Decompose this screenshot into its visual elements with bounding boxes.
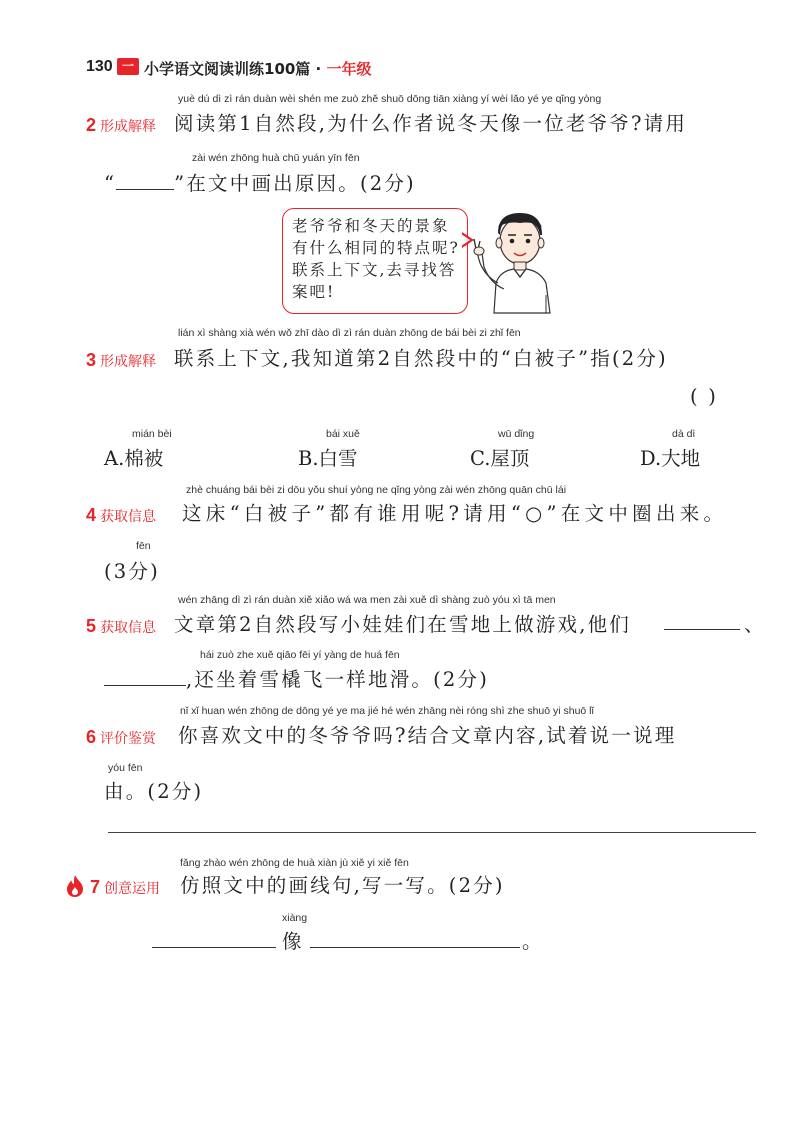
q3-number: 3 xyxy=(86,350,97,370)
q3-pinyin-line1: lián xì shàng xià wén wǒ zhī dào dì zì rán duàn zhōng de bái bèi zi zhǐ fēn xyxy=(178,327,521,339)
q2-label xyxy=(86,115,156,136)
grade-label: 一年级 xyxy=(326,60,372,78)
q4-number: 4 xyxy=(86,505,97,525)
q2-pinyin-line2: zài wén zhōng huà chū yuán yīn fēn xyxy=(192,152,360,164)
q2-skill: 形成解释 xyxy=(100,119,157,135)
q3-option-b-pinyin: bái xuě xyxy=(326,428,360,440)
q5-label xyxy=(86,616,156,637)
q7-pinyin-line2: xiàng xyxy=(282,912,308,924)
q2-quote-open: “ xyxy=(104,172,117,195)
q4-text-line2: (3分) xyxy=(104,560,160,583)
q6-text-line2: 由。(2分) xyxy=(104,780,204,803)
q7-skill: 创意运用 xyxy=(104,881,161,897)
q7-blank-1[interactable] xyxy=(152,929,276,952)
q2-blank[interactable] xyxy=(116,171,174,190)
q5-blank-2[interactable] xyxy=(104,667,186,690)
q6-skill: 评价鉴赏 xyxy=(100,731,157,747)
q7-xiang: 像 xyxy=(282,930,304,953)
q3-answer-paren[interactable]: ( ) xyxy=(690,385,719,408)
q2-text-line1: 阅读第1自然段,为什么作者说冬天像一位老爷爷?请用 xyxy=(174,112,688,135)
q7-blank-2[interactable] xyxy=(310,929,520,952)
q3-option-d-pinyin: dà dì xyxy=(672,428,696,440)
fire-icon xyxy=(64,874,86,898)
q4-label xyxy=(86,505,156,526)
q5-number: 5 xyxy=(86,616,97,636)
q2-pinyin-line1: yuè dú dì zì rán duàn wèi shén me zuò zhě shuō dōng tiān xiàng yí wèi lǎo yé ye qǐng yòng xyxy=(178,93,602,105)
q7-period: 。 xyxy=(522,930,544,953)
q6-label xyxy=(86,727,156,748)
q5-text-line1: 文章第2自然段写小娃娃们在雪地上做游戏,他们 xyxy=(174,613,632,636)
q6-text-line1: 你喜欢文中的冬爷爷吗?结合文章内容,试着说一说理 xyxy=(178,724,677,747)
q4-pinyin-line2: fēn xyxy=(136,540,151,552)
title-separator: · xyxy=(315,60,322,78)
q3-option-a-pinyin: mián bèi xyxy=(132,428,172,440)
q7-number: 7 xyxy=(90,877,101,897)
q2-number: 2 xyxy=(86,115,97,135)
q6-pinyin-line1: nǐ xǐ huan wén zhōng de dōng yé ye ma jié hé wén zhāng nèi róng shì zhe shuō yi shuō lǐ xyxy=(180,705,594,717)
q3-label xyxy=(86,350,156,371)
book-title-text: 小学语文阅读训练100篇 xyxy=(144,60,311,78)
q4-skill: 获取信息 xyxy=(100,509,157,525)
q3-skill: 形成解释 xyxy=(100,354,157,370)
q6-pinyin-line2: yóu fēn xyxy=(108,762,143,774)
q5-skill: 获取信息 xyxy=(100,620,157,636)
q6-answer-line[interactable] xyxy=(108,832,756,833)
q3-option-c-pinyin: wū dǐng xyxy=(498,428,535,440)
q6-number: 6 xyxy=(86,727,97,747)
q3-option-d[interactable]: D.大地 xyxy=(640,447,701,470)
q5-comma: 、 xyxy=(744,613,766,636)
page-number: 130 xyxy=(86,58,113,75)
q4-text-line1: 这床“白被子”都有谁用呢?请用“○”在文中圈出来。 xyxy=(182,502,728,525)
q5-text-line2: ,还坐着雪橇飞一样地滑。(2分) xyxy=(186,668,490,691)
q3-option-b[interactable]: B.白雪 xyxy=(298,447,358,470)
q7-pinyin-line1: fǎng zhào wén zhōng de huà xiàn jù xiě yi xiě fēn xyxy=(180,857,409,869)
q7-text-line1: 仿照文中的画线句,写一写。(2分) xyxy=(180,874,505,897)
hint-text: 老爷爷和冬天的景象有什么相同的特点呢?联系上下文,去寻找答案吧! xyxy=(292,217,460,301)
q3-option-a[interactable]: A.棉被 xyxy=(104,447,164,470)
q4-pinyin-line1: zhè chuáng bái bèi zi dōu yǒu shuí yòng ne qǐng yòng zài wén zhōng quān chū lái xyxy=(186,484,567,496)
q3-text-line1: 联系上下文,我知道第2自然段中的“白被子”指(2分) xyxy=(174,347,668,370)
q7-label xyxy=(90,877,160,898)
q5-pinyin-line1: wén zhāng dì zì rán duàn xiě xiǎo wá wa men zài xuě dì shàng zuò yóu xì tā men xyxy=(178,594,556,606)
q2-text-line2 xyxy=(104,168,416,196)
q3-option-c[interactable]: C.屋顶 xyxy=(470,447,530,470)
q5-blank-1[interactable] xyxy=(664,611,740,634)
book-title xyxy=(144,58,372,79)
q2-text-line2-rest: ”在文中画出原因。(2分) xyxy=(174,172,416,195)
q5-pinyin-line2: hái zuò zhe xuě qiāo fēi yí yàng de huá fēn xyxy=(200,649,400,661)
teacher-illustration xyxy=(468,205,568,315)
series-logo: 一本 xyxy=(117,58,139,75)
